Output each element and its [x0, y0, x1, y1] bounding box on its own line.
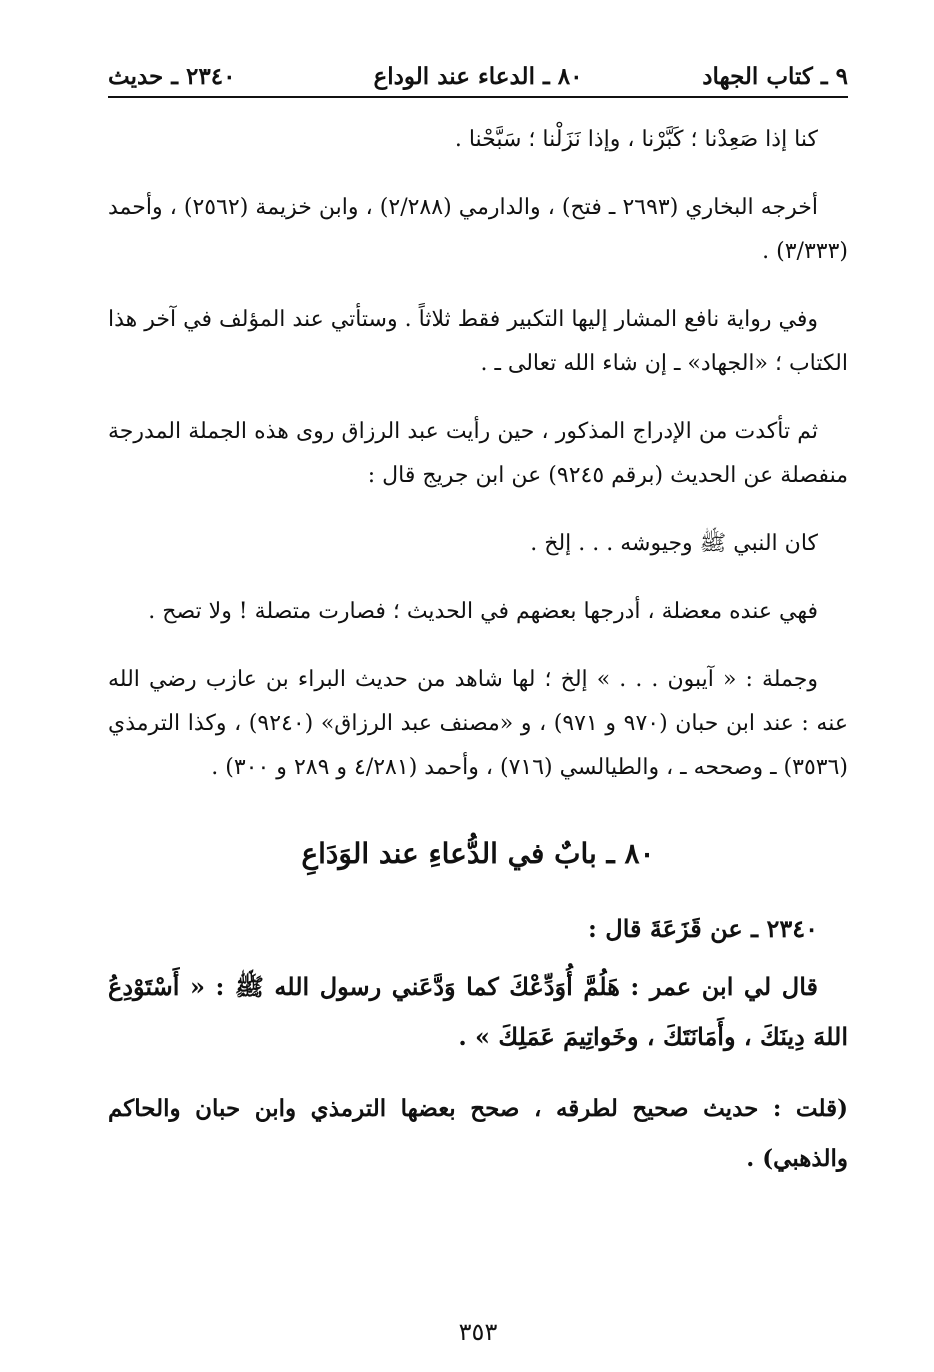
chapter-heading: ٨٠ ـ بابٌ في الدُّعاءِ عند الوَدَاعِ	[301, 837, 655, 870]
paragraph-nafi-narration: وفي رواية نافع المشار إليها التكبير فقط ثلاثاً . وستأتي عند المؤلف في آخر هذا الكتاب ؛ «الجهاد» ـ إن شاء الله تعالى ـ .	[108, 307, 848, 376]
header-book-title: ٩ ـ كتاب الجهاد	[702, 62, 848, 90]
book-page	[108, 56, 848, 1346]
header-chapter-title: ٨٠ ـ الدعاء عند الوداع	[373, 62, 583, 90]
header-hadith-range: ٢٣٤٠ ـ حديث	[108, 62, 236, 90]
page-number: ٣٥٣	[458, 1318, 498, 1346]
hadith-grading: (قلت : حديث صحيح لطرقه ، صحح بعضها الترمذي وابن حبان والحاكم والذهبي) .	[108, 1095, 848, 1172]
paragraph-quote: كان النبي ﷺ وجيوشه . . . إلخ .	[530, 531, 818, 556]
hadith-text: قال لي ابن عمر : هَلُمَّ أُوَدِّعْكَ كما وَدَّعَني رسول الله ﷺ : « أَسْتَوْدِعُ اللهَ دِينَكَ ، وأَمَانَتَكَ ، وخَواتِيمَ عَمَلِكَ » .	[108, 972, 848, 1051]
running-header	[108, 56, 848, 98]
paragraph-continuation: كنا إذا صَعِدْنا ؛ كَبَّرْنا ، وإذا نَزَلْنا ؛ سَبَّحْنا .	[454, 127, 818, 152]
page-body	[108, 118, 848, 1208]
paragraph-shahid: وجملة : « آيبون . . . » إلخ ؛ لها شاهد من حديث البراء بن عازب رضي الله عنه : عند ابن حبان (٩٧٠ و ٩٧١) ، و «مصنف عبد الرزاق» (٩٢٤٠) ، وكذا الترمذي (٣٥٣٦) ـ وصححه ـ ، والطيالسي (٧١٦) ، وأحمد (٤/٢٨١ و ٢٨٩ و ٣٠٠) .	[108, 667, 848, 780]
paragraph-takhrij: أخرجه البخاري (٢٦٩٣ ـ فتح) ، والدارمي (٢/٢٨٨) ، وابن خزيمة (٢٥٦٢) ، وأحمد (٣/٣٣٣) .	[108, 195, 848, 264]
paragraph-mudal: فهي عنده معضلة ، أدرجها بعضهم في الحديث ؛ فصارت متصلة ! ولا تصح .	[148, 599, 818, 624]
paragraph-idraj: ثم تأكدت من الإدراج المذكور ، حين رأيت عبد الرزاق روى هذه الجملة المدرجة منفصلة عن الحديث (برقم ٩٢٤٥) عن ابن جريج قال :	[108, 419, 848, 488]
hadith-number-line: ٢٣٤٠ ـ عن قَزَعَةَ قال :	[588, 914, 818, 943]
